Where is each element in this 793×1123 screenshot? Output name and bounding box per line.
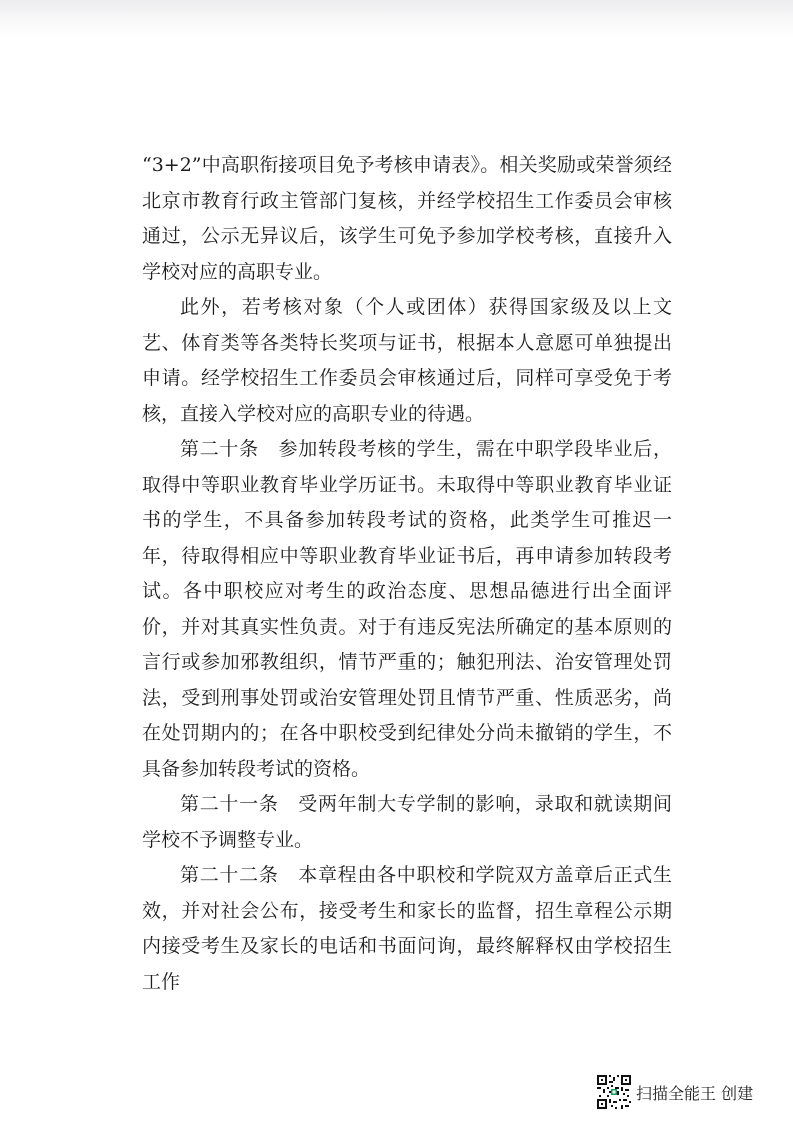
- paragraph-article-20: 第二十条 参加转段考核的学生，需在中职学段毕业后，取得中等职业教育毕业学历证书。未取得中等职业教育毕业证书的学生，不具备参加转段考试的资格，此类学生可推迟一年，待取得相应中等职业教育毕业证书后，再申请参加转段考试。各中职校应对考生的政治态度、思想品德进行出全面评价，并对其真实性负责。对于有违反宪法所确定的基本原则的言行或参加邪教组织，情节严重的；触犯刑法、治安管理处罚法，受到刑事处罚或治安管理处罚且情节严重、性质恶劣，尚在处罚期内的；在各中职校受到纪律处分尚未撤销的学生，不具备参加转段考试的资格。: [142, 438, 672, 780]
- document-body: [142, 148, 672, 1000]
- paragraph-article-22: 第二十二条 本章程由各中职校和学院双方盖章后正式生效，并对社会公布，接受考生和家长的监督，招生章程公示期内接受考生及家长的电话和书面问询，最终解释权由学校招生工作: [142, 864, 672, 993]
- qr-code-icon: [596, 1074, 632, 1110]
- scan-top-shadow: [0, 0, 793, 40]
- scanner-watermark: [596, 1074, 753, 1110]
- scanner-watermark-label: 扫描全能王 创建: [636, 1083, 754, 1103]
- paragraph-1: “3+2”中高职衔接项目免予考核申请表》。相关奖励或荣誉须经北京市教育行政主管部门复核，并经学校招生工作委员会审核通过，公示无异议后，该学生可免予参加学校考核，直接升入学校对应的高职专业。: [142, 154, 672, 283]
- paragraph-article-21: 第二十一条 受两年制大专学制的影响，录取和就读期间学校不予调整专业。: [142, 793, 672, 851]
- paragraph-2: 此外，若考核对象（个人或团体）获得国家级及以上文艺、体育类等各类特长奖项与证书，根据本人意愿可单独提出申请。经学校招生工作委员会审核通过后，同样可享受免于考核，直接入学校对应的高职专业的待遇。: [142, 296, 672, 425]
